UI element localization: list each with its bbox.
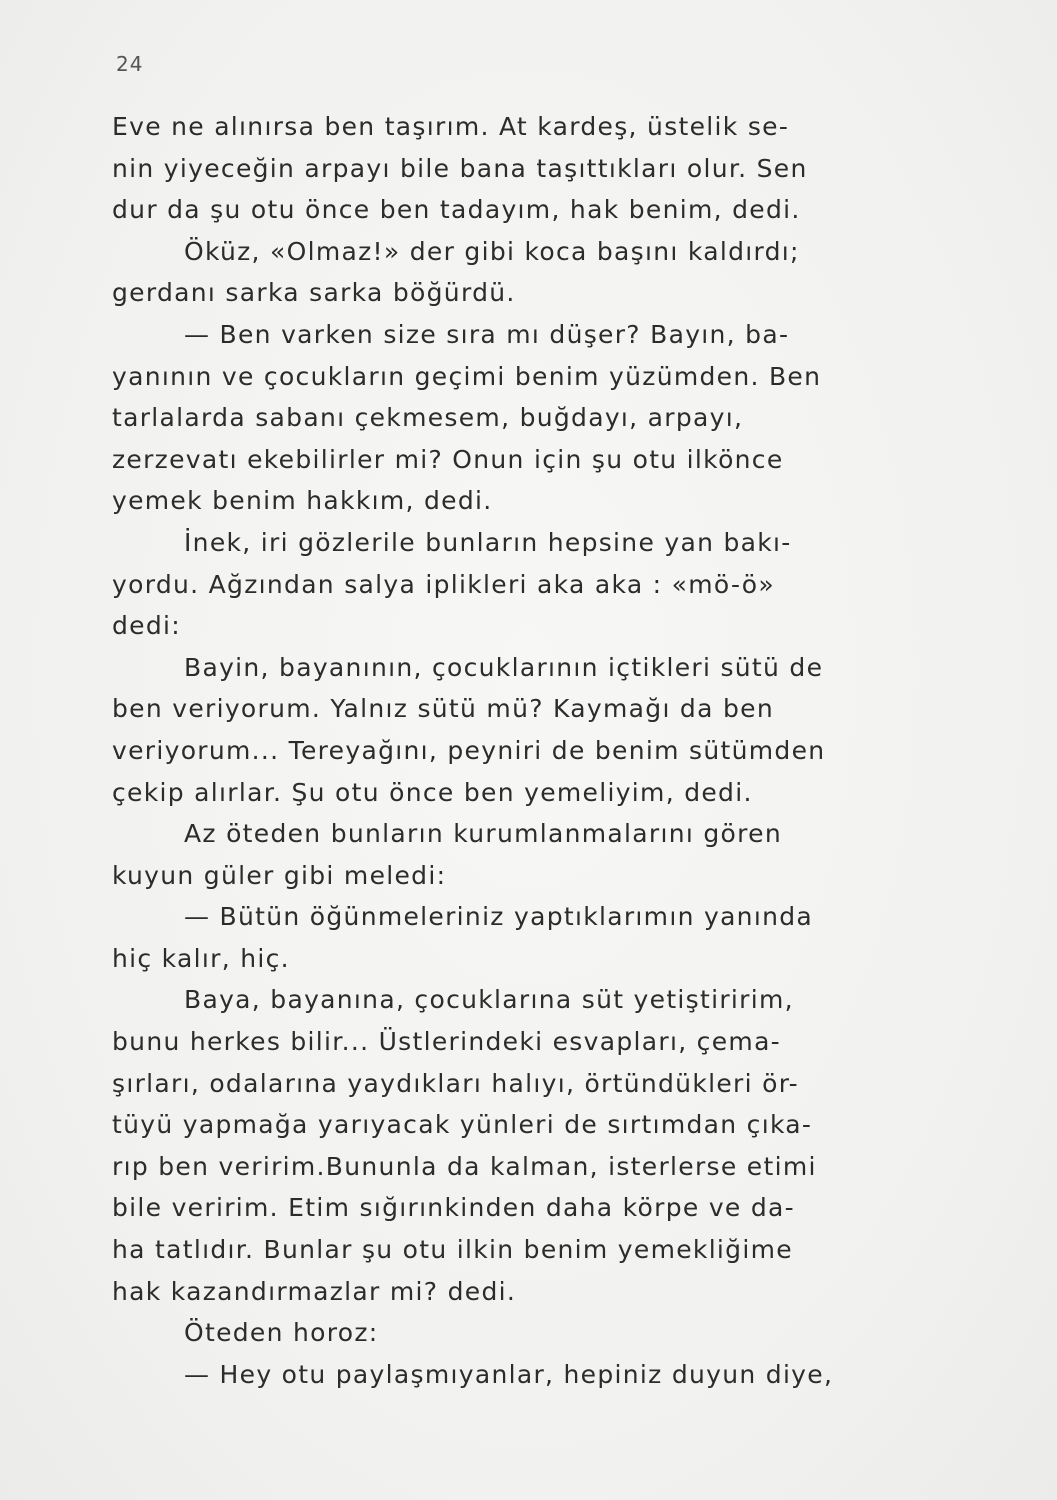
text-line: Öteden horoz:	[184, 1318, 379, 1348]
text-line: Az öteden bunların kurumlanmalarını gören	[184, 819, 782, 849]
body-text	[112, 106, 952, 1395]
text-line: — Bütün öğünmeleriniz yaptıklarımın yanında	[184, 902, 814, 932]
text-line: kuyun güler gibi meledi:	[112, 860, 447, 890]
text-line: gerdanı sarka sarka böğürdü.	[112, 278, 516, 308]
text-line: ha tatlıdır. Bunlar şu otu ilkin benim yemekliğime	[112, 1235, 793, 1265]
text-line: hak kazandırmazlar mi? dedi.	[112, 1276, 517, 1306]
text-line: İnek, iri gözlerile bunların hepsine yan bakı-	[184, 527, 792, 557]
text-line: Öküz, «Olmaz!» der gibi koca başını kaldırdı;	[184, 236, 800, 266]
text-line: — Hey otu paylaşmıyanlar, hepiniz duyun diye,	[184, 1359, 834, 1389]
text-line: Bayin, bayanının, çocuklarının içtikleri sütü de	[184, 652, 824, 682]
text-line: yemek benim hakkım, dedi.	[112, 486, 493, 516]
text-line: tüyü yapmağa yarıyacak yünleri de sırtımdan çıka-	[112, 1110, 813, 1140]
text-line: rıp ben veririm.Bununla da kalman, isterlerse etimi	[112, 1151, 817, 1181]
text-line: yanının ve çocukların geçimi benim yüzümden. Ben	[112, 361, 822, 391]
text-line: Eve ne alınırsa ben taşırım. At kardeş, üstelik se-	[112, 112, 790, 141]
page-number: 24	[116, 52, 144, 76]
text-line: dedi:	[112, 611, 181, 641]
text-line: zerzevatı ekebilirler mi? Onun için şu otu ilkönce	[112, 444, 784, 474]
text-line: bile veririm. Etim sığırınkinden daha körpe ve da-	[112, 1193, 795, 1223]
text-line: tarlalarda sabanı çekmesem, buğdayı, arpayı,	[112, 403, 744, 433]
text-line: dur da şu otu önce ben tadayım, hak benim, dedi.	[112, 195, 801, 225]
text-line: şırları, odalarına yaydıkları halıyı, örtündükleri ör-	[112, 1068, 799, 1098]
text-line: Baya, bayanına, çocuklarına süt yetiştiririm,	[184, 985, 794, 1015]
text-line: — Ben varken size sıra mı düşer? Bayın, ba-	[184, 319, 790, 349]
text-line: yordu. Ağzından salya iplikleri aka aka : «mö-ö»	[112, 569, 775, 599]
text-line: ben veriyorum. Yalnız sütü mü? Kaymağı da ben	[112, 694, 774, 724]
text-line: çekip alırlar. Şu otu önce ben yemeliyim, dedi.	[112, 777, 753, 807]
text-line: nin yiyeceğin arpayı bile bana taşıttıkları olur. Sen	[112, 153, 808, 183]
text-line: bunu herkes bilir... Üstlerindeki esvapları, çema-	[112, 1027, 782, 1057]
text-line: hiç kalır, hiç.	[112, 943, 290, 973]
text-line: veriyorum... Tereyağını, peyniri de benim sütümden	[112, 735, 826, 765]
